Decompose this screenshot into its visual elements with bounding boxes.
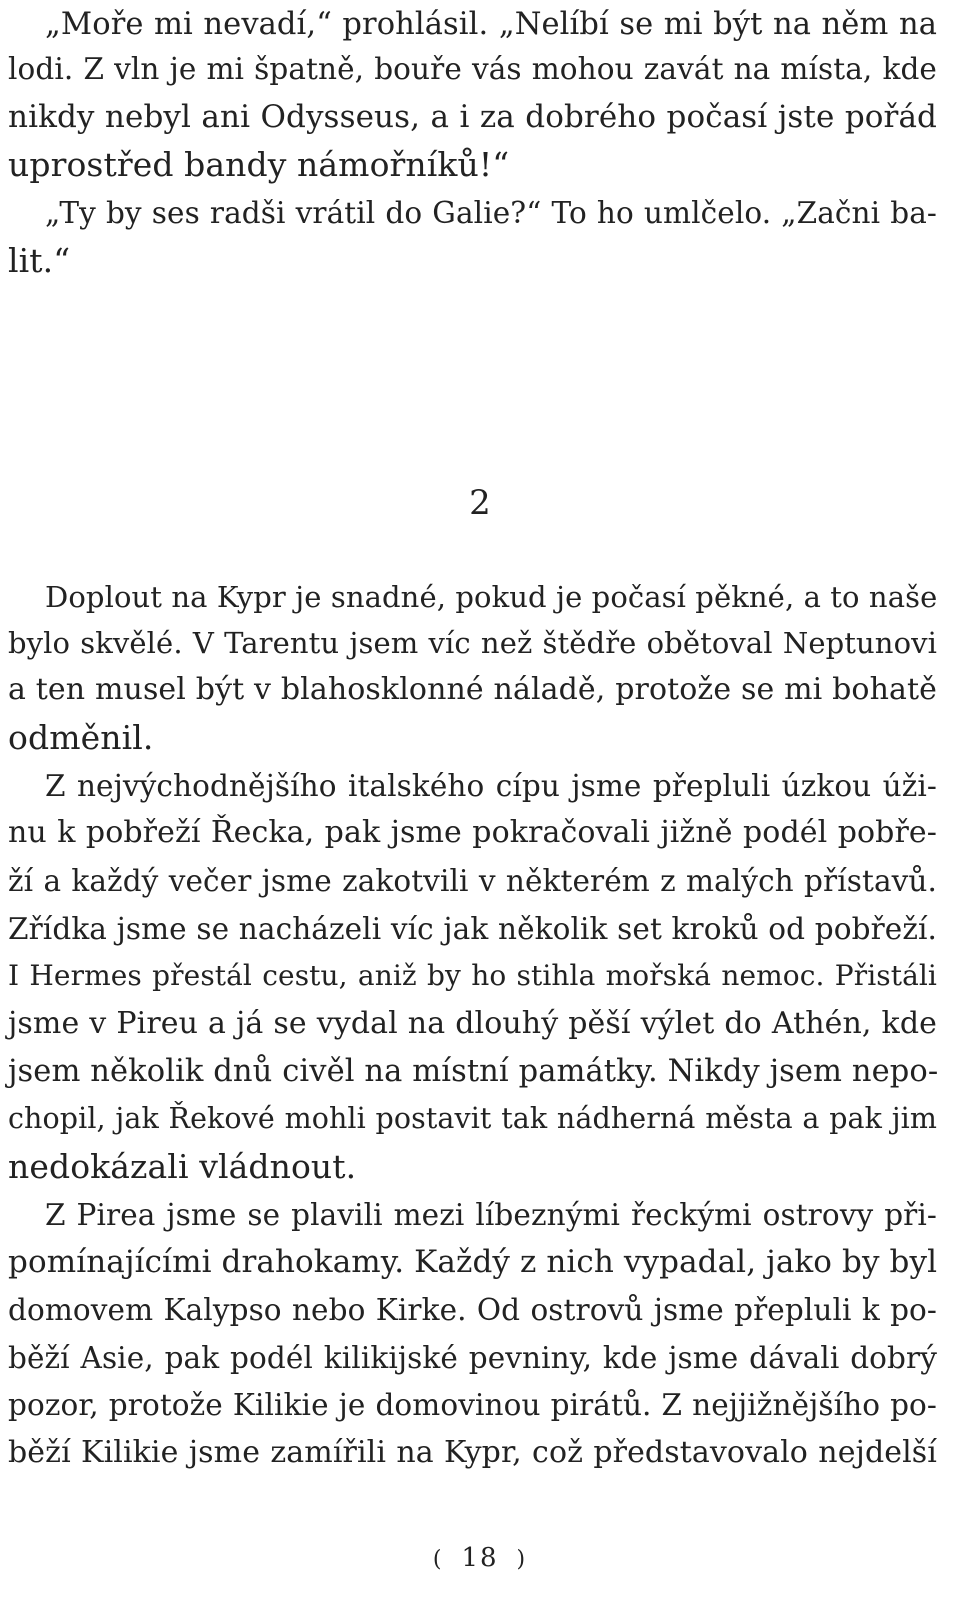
text-line: ží a každý večer jsme zakotvili v některém z malých přístavů. [8, 864, 937, 898]
text-line: lodi. Z vln je mi špatně, bouře vás mohou zavát na místa, kde [8, 52, 937, 86]
text-line: lit.“ [8, 241, 71, 280]
text-line: nedokázali vládnout. [8, 1147, 357, 1186]
text-line: „Ty by ses radši vrátil do Galie?“ To ho umlčelo. „Začni ba- [45, 196, 937, 230]
folio-open-bracket: ( [432, 1547, 444, 1572]
text-line: běží Asie, pak podél kilikijské pevniny, kde jsme dávali dobrý [8, 1341, 937, 1375]
text-line: Z Pirea jsme se plavili mezi líbeznými řeckými ostrovy při- [45, 1198, 937, 1232]
page-number [0, 1538, 960, 1578]
text-line: domovem Kalypso nebo Kirke. Od ostrovů jsme přepluli k po- [8, 1293, 937, 1327]
text-line: uprostřed bandy námořníků!“ [8, 145, 510, 184]
text-line: pozor, protože Kilikie je domovinou pirátů. Z nejjižnějšího po- [8, 1388, 937, 1422]
text-line: bylo skvělé. V Tarentu jsem víc než štědře obětoval Neptunovi [8, 626, 937, 660]
chapter-number: 2 [469, 483, 491, 523]
text-line: jsme v Pireu a já se vydal na dlouhý pěší výlet do Athén, kde [8, 1006, 937, 1041]
text-line: „Moře mi nevadí,“ prohlásil. „Nelíbí se mi být na něm na [45, 7, 937, 42]
text-line: Doplout na Kypr je snadné, pokud je počasí pěkné, a to naše [45, 580, 938, 614]
folio-close-bracket: ) [516, 1547, 528, 1572]
text-line: pomínajícími drahokamy. Každý z nich vypadal, jako by byl [8, 1244, 938, 1280]
text-line: I Hermes přestál cestu, aniž by ho stihla mořská nemoc. Přistáli [8, 959, 937, 992]
folio-number: 18 [461, 1543, 499, 1573]
text-line: Zřídka jsme se nacházeli víc jak několik set kroků od pobřeží. [8, 912, 937, 946]
text-line: nu k pobřeží Řecka, pak jsme pokračovali jižně podél pobře- [8, 815, 937, 850]
text-line: jsem několik dnů civěl na místní památky. Nikdy jsem nepo- [8, 1054, 939, 1089]
text-line: chopil, jak Řekové mohli postavit tak nádherná města a pak jim [8, 1102, 937, 1135]
text-line: nikdy nebyl ani Odysseus, a i za dobrého počasí jste pořád [8, 99, 937, 135]
text-line: a ten musel být v blahosklonné náladě, protože se mi bohatě [8, 672, 937, 707]
book-page-body [8, 0, 937, 1604]
text-line: odměnil. [8, 718, 154, 757]
text-line: Z nejvýchodnějšího italského cípu jsme přepluli úzkou úži- [45, 769, 937, 803]
text-line: běží Kilikie jsme zamířili na Kypr, což představovalo nejdelší [8, 1435, 937, 1470]
